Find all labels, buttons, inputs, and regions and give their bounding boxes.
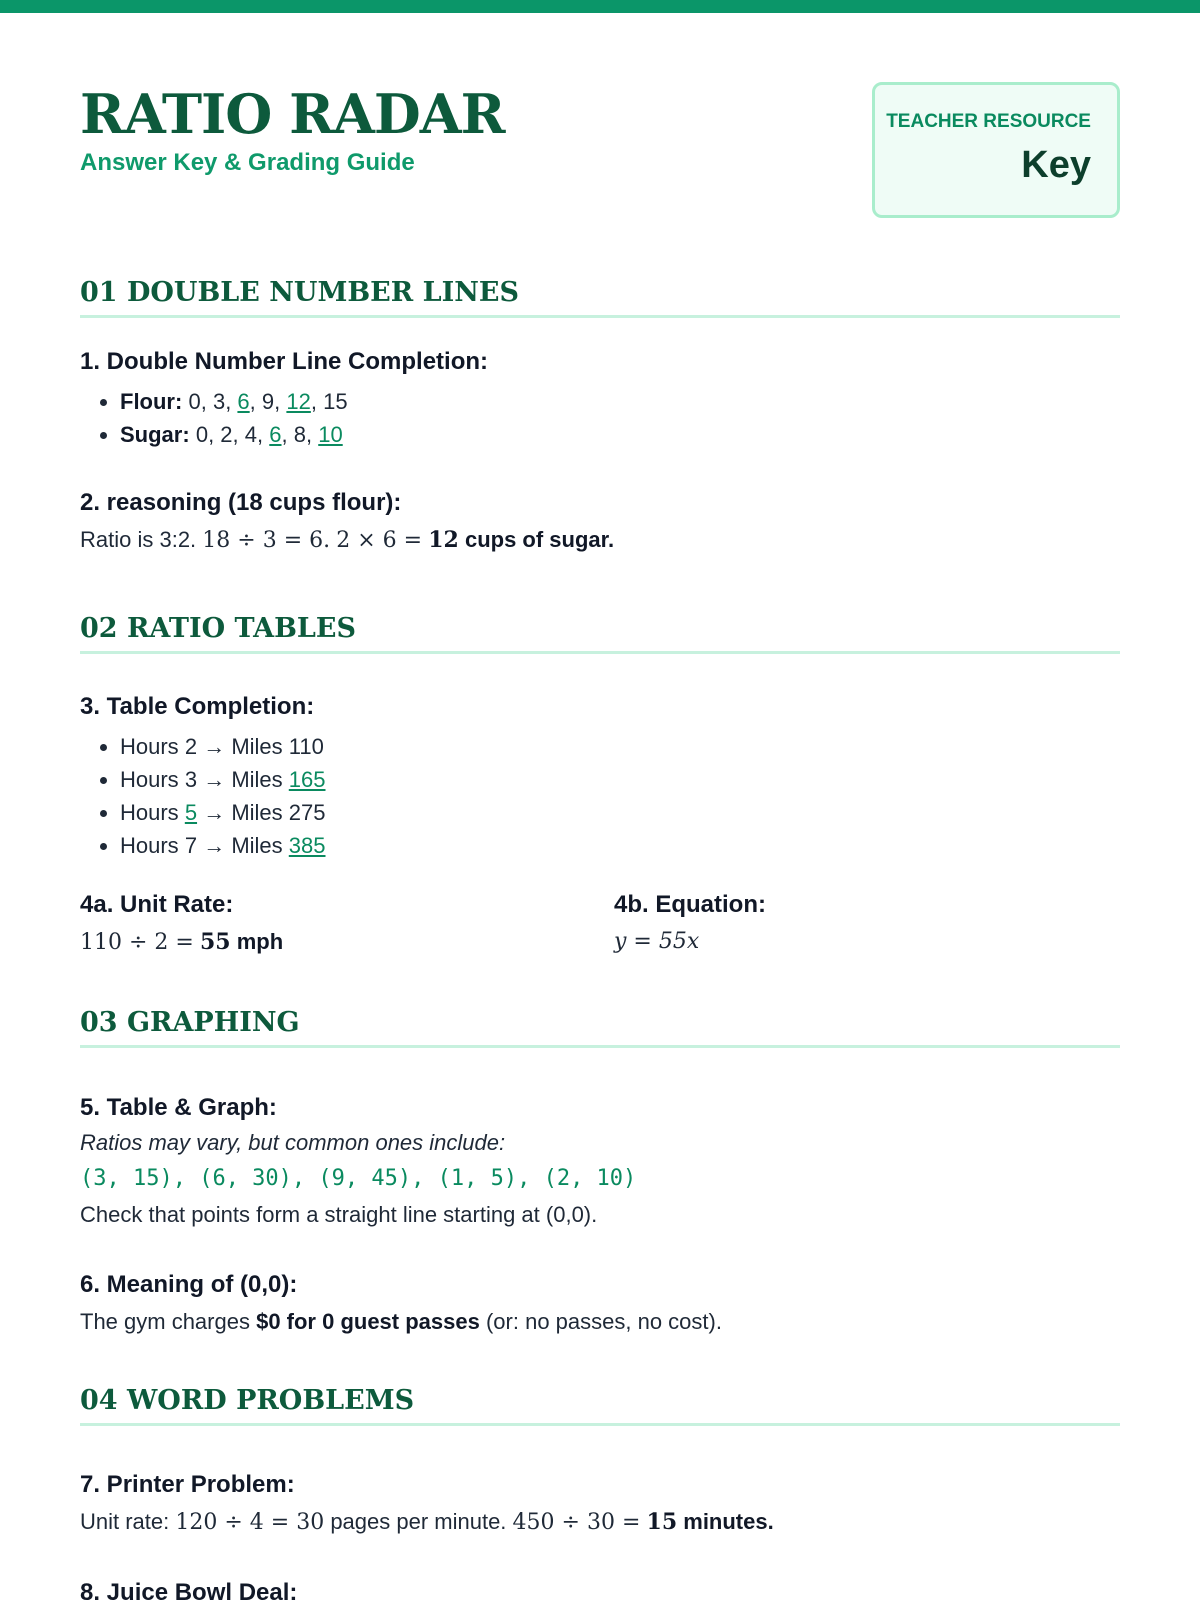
question-5-check: Check that points form a straight line starting at (0,0).: [80, 1202, 598, 1227]
question-6-answer: The gym charges $0 for 0 guest passes (or: no passes, no cost).: [80, 1309, 722, 1334]
question-4a: [80, 890, 283, 959]
question-4a-title: 4a. Unit Rate:: [80, 891, 234, 918]
flour-line: • Flour: 0, 3, 6, 9, 12, 15: [120, 385, 488, 418]
answer-value: 165: [288, 767, 326, 792]
table-row: • Hours 7 → Miles 385: [120, 829, 326, 862]
answer-value: 6: [237, 389, 250, 414]
top-accent-bar: [0, 0, 1200, 13]
page-subtitle: Answer Key & Grading Guide: [80, 149, 415, 176]
table-row: • Hours 3 → Miles 165: [120, 763, 326, 796]
question-7-answer: Unit rate: 120 ÷ 4 = 30 pages per minute. 450 ÷ 30 = 15 minutes.: [80, 1509, 774, 1535]
question-6-title: 6. Meaning of (0,0):: [80, 1271, 298, 1298]
question-4a-answer: 110 ÷ 2 = 55 mph: [80, 929, 284, 955]
answer-value: 12: [286, 389, 311, 414]
table-row: • Hours 5 → Miles 275: [120, 796, 326, 829]
table-row: • Hours 2 → Miles 110: [120, 730, 326, 763]
question-7-title: 7. Printer Problem:: [80, 1471, 295, 1498]
question-5-title: 5. Table & Graph:: [80, 1094, 277, 1121]
question-7: [80, 1470, 774, 1539]
question-8: [80, 1578, 297, 1608]
section-title-graphing: 03 GRAPHING: [80, 1006, 1120, 1048]
question-4b-title: 4b. Equation:: [614, 891, 766, 918]
question-1-list: [80, 385, 488, 451]
answer-value: 10: [318, 422, 343, 447]
badge-value: Key: [1021, 144, 1091, 186]
answer-value: 6: [269, 422, 282, 447]
ratio-table-list: [80, 730, 326, 862]
question-2: [80, 488, 614, 557]
question-5: [80, 1093, 636, 1231]
question-1-title: 1. Double Number Line Completion:: [80, 348, 489, 375]
question-1: [80, 347, 488, 451]
section-title-word-problems: 04 WORD PROBLEMS: [80, 1384, 1120, 1426]
answer-value: 385: [288, 833, 326, 858]
question-5-note: Ratios may vary, but common ones include:: [80, 1130, 506, 1155]
question-5-pairs: (3, 15), (6, 30), (9, 45), (1, 5), (2, 10): [80, 1166, 637, 1191]
header: [80, 82, 1120, 222]
question-4b: [614, 890, 766, 958]
section-title-double-number-lines: 01 DOUBLE NUMBER LINES: [80, 276, 1120, 318]
sugar-line: • Sugar: 0, 2, 4, 6, 8, 10: [120, 418, 488, 451]
page-title: RATIO RADAR: [80, 82, 505, 146]
teacher-resource-badge: [872, 82, 1120, 218]
section-title-ratio-tables: 02 RATIO TABLES: [80, 612, 1120, 654]
question-3-title: 3. Table Completion:: [80, 693, 315, 720]
question-2-answer: Ratio is 3:2. 18 ÷ 3 = 6. 2 × 6 = 12 cups of sugar.: [80, 527, 615, 553]
question-4b-equation: y = 55x: [614, 929, 700, 954]
question-6: [80, 1270, 722, 1338]
badge-label: TEACHER RESOURCE: [886, 111, 1091, 132]
question-2-title: 2. reasoning (18 cups flour):: [80, 489, 402, 516]
answer-value: 5: [184, 800, 198, 825]
question-3: [80, 692, 326, 862]
question-8-title: 8. Juice Bowl Deal:: [80, 1579, 298, 1606]
